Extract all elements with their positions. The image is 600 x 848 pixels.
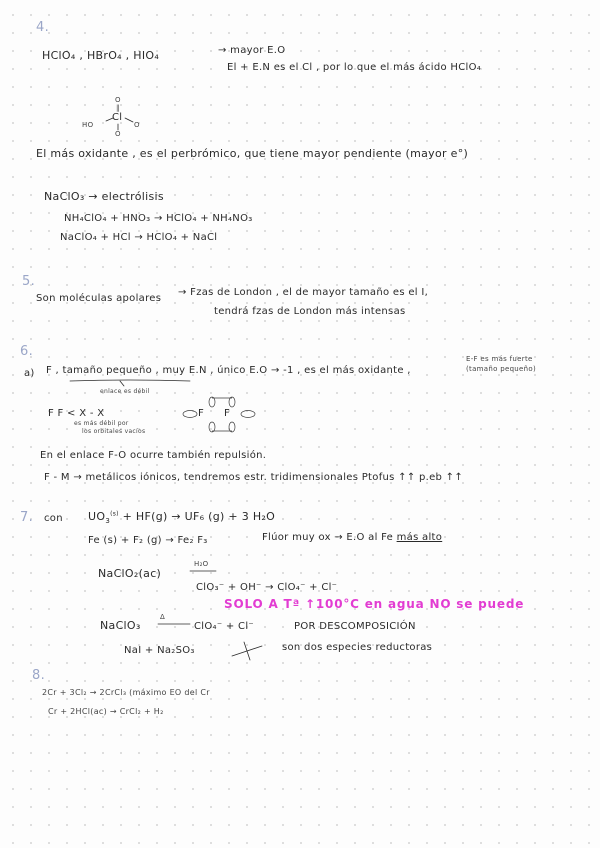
struct-cl: Cl xyxy=(112,112,123,123)
orbital-f-right: F xyxy=(224,408,231,419)
oxidant-statement: El más oxidante , es el perbrómico, que tiene mayor pendiente (mayor e°) xyxy=(36,147,469,160)
decomposition-note: POR DESCOMPOSICIÓN xyxy=(294,621,416,632)
uo3-reaction-rest: + HF(g) → UF₆ (g) + 3 H₂O xyxy=(122,510,276,523)
fluorine-properties: F , tamaño pequeño , muy E.N , único E.O → -1 , es el más oxidante , xyxy=(46,365,411,376)
part-a-label: a) xyxy=(24,368,35,379)
fm-metallic: F - M → metálicos iónicos, tendremos estr. tridimensionales Ptofus ↑↑ p.eb ↑↑ xyxy=(44,472,464,483)
uo3-subscript: 3 xyxy=(105,517,111,526)
fo-repulsion: En el enlace F-O ocurre también repulsión. xyxy=(40,450,267,461)
reaction-fe-f2: Fe (s) + F₂ (g) → Fe₂ F₃ xyxy=(88,535,208,546)
naclo3-electrolysis: NaClO₃ → electrólisis xyxy=(44,190,164,203)
section-number-7: 7. xyxy=(20,510,34,525)
orbital-lobe-bottom-right xyxy=(229,422,235,432)
struct-o-top: O xyxy=(115,96,121,104)
reaction-naclo4: NaClO₄ + HCl → HClO₄ + NaCl xyxy=(60,232,218,243)
weak-bond-note: enlace es débil xyxy=(100,388,150,395)
naclo3-reactant: NaClO₃ xyxy=(100,619,141,632)
section-number-6: 6. xyxy=(20,344,34,359)
highest-eo-underlined: más alto xyxy=(396,532,443,543)
reaction-nh4clo4: NH₄ClO₄ + HNO₃ → HClO₄ + NH₄NO₃ xyxy=(64,213,253,224)
apolar-molecules: Son moléculas apolares xyxy=(36,293,162,304)
uo3-formula: UO xyxy=(88,510,106,523)
orbital-lobe-left xyxy=(183,411,197,418)
struct-double-bond: ‖ xyxy=(116,104,120,112)
bond-cl-o xyxy=(125,118,133,122)
con-label: con xyxy=(44,513,63,524)
chlorate-disproportionation: ClO₃⁻ + OH⁻ → ClO₄⁻ + Cl⁻ xyxy=(196,582,338,593)
ef-bond-note: E-F es más fuerte xyxy=(466,355,533,363)
orbital-lobe-right xyxy=(241,411,255,418)
section-number-5: 5. xyxy=(22,274,36,289)
ff-note-orbitals: los orbitales vacíos xyxy=(82,428,146,435)
struct-o-right: O xyxy=(134,121,140,129)
temperature-highlight: SOLO A Tª ↑100°C en agua NO se puede xyxy=(224,597,525,611)
reducing-species-note: son dos especies reductoras xyxy=(282,642,433,653)
underline-brace xyxy=(70,380,190,381)
uo3-state: (s) xyxy=(110,510,119,518)
reaction-cr-cl2: 2Cr + 3Cl₂ → 2CrCl₃ (máximo EO del Cr xyxy=(42,688,210,697)
naclo2-reactant: NaClO₂(ac) xyxy=(98,567,162,580)
london-forces: → Fzas de London , el de mayor tamaño es el I, xyxy=(178,287,429,298)
struct-ho: HO xyxy=(82,121,94,129)
reaction-cr-hcl: Cr + 2HCl(ac) → CrCl₂ + H₂ xyxy=(48,707,164,716)
decomposition-products: ClO₄⁻ + Cl⁻ xyxy=(194,621,254,632)
london-conclusion: tendrá fzas de London más intensas xyxy=(214,306,406,317)
nai-na2so3: NaI + Na₂SO₃ xyxy=(124,645,195,656)
struct-o-bottom: O xyxy=(115,130,121,138)
orbital-lobe-bottom-left xyxy=(209,422,215,432)
section-number-4: 4. xyxy=(36,20,50,35)
bond-ho-cl xyxy=(106,118,113,121)
orbital-f-left: F xyxy=(198,408,205,419)
heat-over-arrow: Δ xyxy=(160,613,166,621)
fluorine-oxidant-text: Flúor muy ox → E.O al Fe xyxy=(262,532,394,543)
orbital-diagram xyxy=(183,397,255,432)
acids-arrow-note: → mayor E.O xyxy=(218,45,286,56)
section-number-8: 8. xyxy=(32,668,46,683)
acids-list: HClO₄ , HBrO₄ , HIO₄ xyxy=(42,49,160,62)
no-reaction-cross xyxy=(244,642,250,660)
ff-vs-xx: F F < X - X xyxy=(48,408,105,419)
orbital-lobe-top-left xyxy=(209,397,215,407)
water-over-arrow: H₂O xyxy=(194,560,209,568)
orbital-lobe-top-right xyxy=(229,397,235,407)
ef-bond-note-reason: (tamaño pequeño) xyxy=(466,365,537,373)
acid-conclusion: El + E.N es el Cl , por lo que el más ácido HClO₄ xyxy=(227,62,482,73)
ff-note-weaker: es más débil por xyxy=(74,420,129,427)
underline-brace-tick xyxy=(120,381,124,386)
